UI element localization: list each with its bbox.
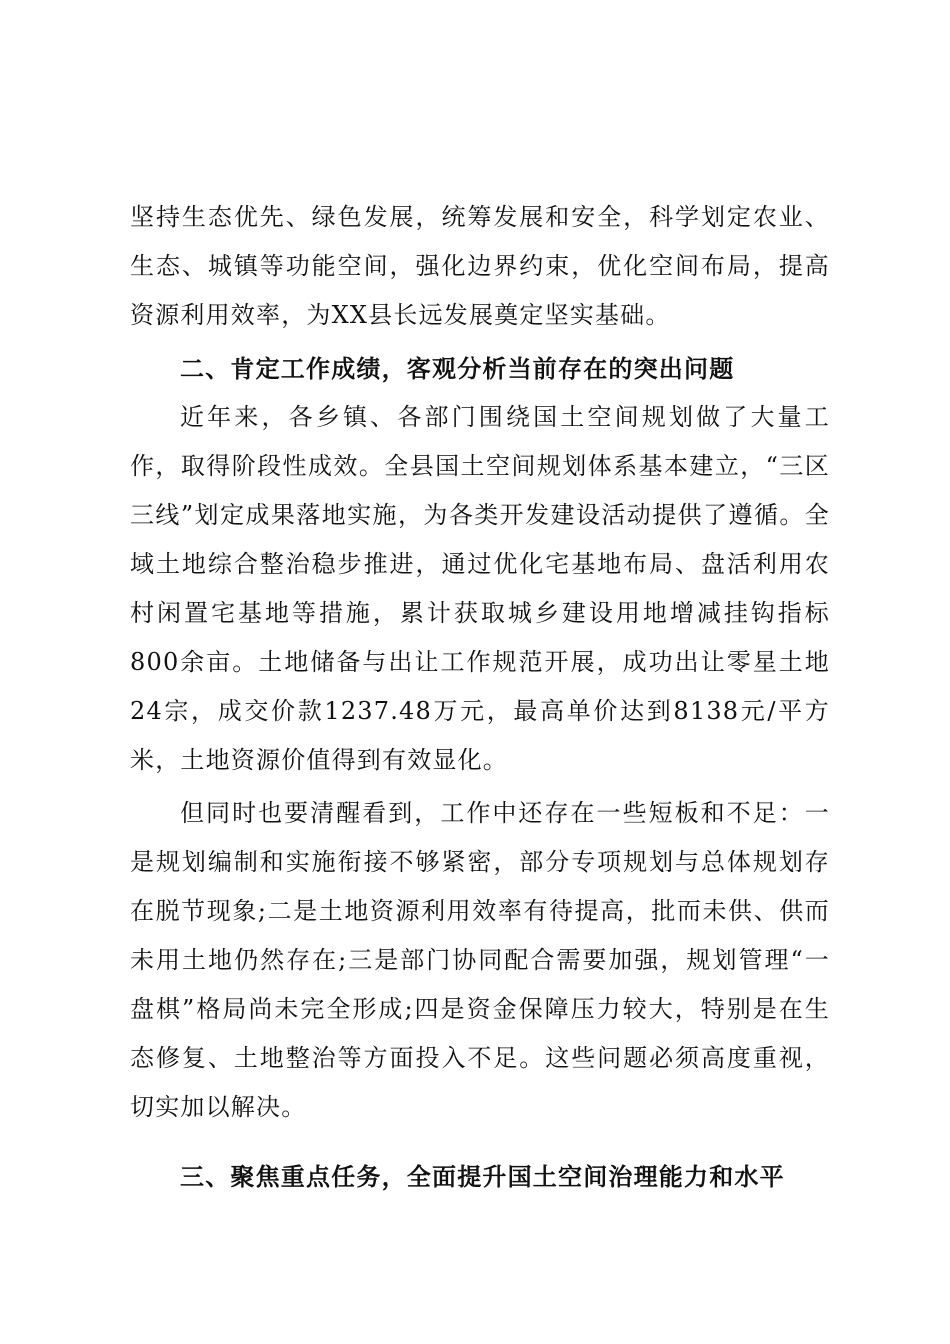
document-body <box>130 193 830 1201</box>
section-heading-2: 二、肯定工作成绩，客观分析当前存在的突出问题 <box>180 354 735 383</box>
paragraph-continued: 坚持生态优先、绿色发展，统筹发展和安全，科学划定农业、生态、城镇等功能空间，强化边界约束，优化空间布局，提高资源利用效率，为XX县长远发展奠定坚实基础。 <box>130 203 830 329</box>
section-heading-3: 三、聚焦重点任务，全面提升国土空间治理能力和水平 <box>180 1162 785 1191</box>
paragraph-problems: 但同时也要清醒看到，工作中还存在一些短板和不足：一是规划编制和实施衔接不够紧密，部分专项规划与总体规划存在脱节现象;二是土地资源利用效率有待提高，批而未供、供而未用土地仍然存在;三是部门协同配合需要加强，规划管理“一盘棋”格局尚未完全形成;四是资金保障压力较大，特别是在生态修复、土地整治等方面投入不足。这些问题必须高度重视，切实加以解决。 <box>130 799 830 1121</box>
paragraph-achievements: 近年来，各乡镇、各部门围绕国土空间规划做了大量工作，取得阶段性成效。全县国土空间规划体系基本建立，“三区三线”划定成果落地实施，为各类开发建设活动提供了遵循。全域土地综合整治稳步推进，通过优化宅基地布局、盘活利用农村闲置宅基地等措施，累计获取城乡建设用地增减挂钩指标800余亩。土地储备与出让工作规范开展，成功出让零星土地24宗，成交价款1237.48万元，最高单价达到8138元/平方米，土地资源价值得到有效显化。 <box>130 403 830 774</box>
